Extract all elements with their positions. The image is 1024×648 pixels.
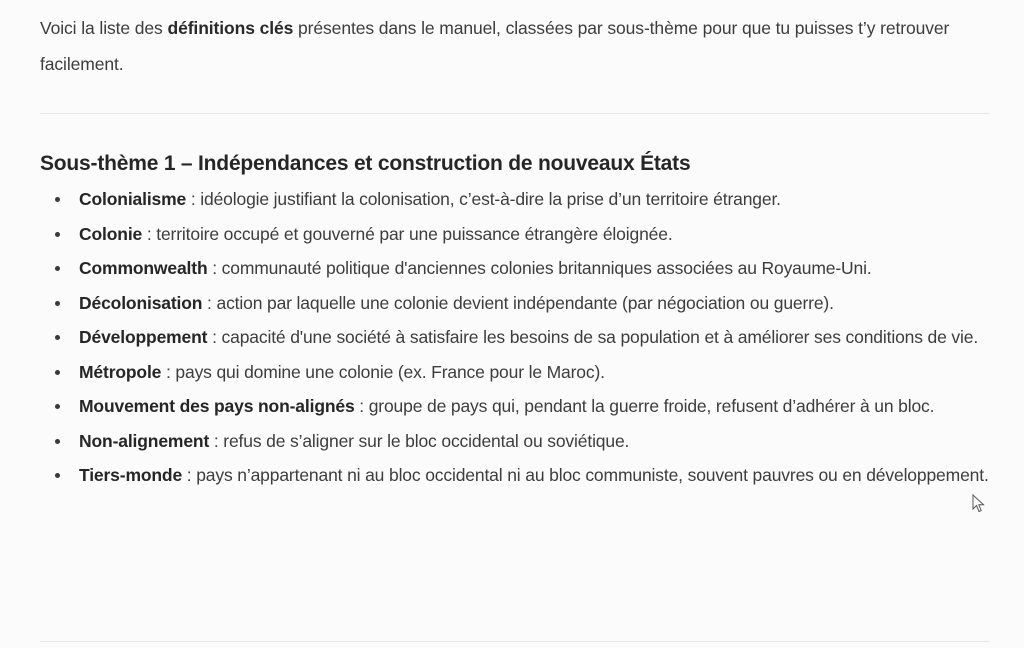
term: Colonialisme (79, 189, 187, 209)
term: Commonwealth (79, 258, 208, 278)
message-content (40, 10, 990, 493)
definition: : pays qui domine une colonie (ex. France pour le Maroc). (161, 361, 605, 382)
list-item (79, 217, 990, 252)
term: Décolonisation (79, 292, 203, 313)
divider-bottom (40, 641, 990, 642)
list-item (79, 320, 990, 355)
definition: : communauté politique d'anciennes colonies britanniques associées au Royaume-Uni. (207, 258, 872, 278)
bullet-icon (55, 404, 60, 409)
definition: : pays n’appartenant ni au bloc occidental ni au bloc communiste, souvent pauvres ou en développement. (182, 465, 989, 485)
term: Mouvement des pays non-alignés (79, 396, 355, 416)
definitions-list (40, 182, 990, 493)
definition: : territoire occupé et gouverné par une puissance étrangère éloignée. (142, 223, 673, 244)
list-item (79, 458, 990, 493)
mouse-pointer-icon (972, 494, 986, 514)
definition: : refus de s’aligner sur le bloc occidental ou soviétique. (209, 430, 630, 451)
list-item (79, 355, 990, 390)
definition: : groupe de pays qui, pendant la guerre froide, refusent d’adhérer à un bloc. (354, 396, 935, 416)
divider (40, 113, 990, 114)
bullet-icon (55, 266, 60, 271)
bullet-icon (55, 335, 60, 340)
definition: : action par laquelle une colonie devient indépendante (par négociation ou guerre). (202, 292, 834, 313)
intro-prefix: Voici la liste des (40, 18, 168, 38)
intro-suffix: présentes dans le manuel, classées par sous-thème pour que tu puisses t’y retrouver facilement. (40, 18, 950, 74)
term: Tiers-monde (79, 465, 183, 485)
intro-bold: définitions clés (167, 18, 294, 38)
list-item (79, 389, 990, 424)
list-item (79, 251, 990, 286)
term: Développement (79, 327, 208, 347)
intro-paragraph (40, 10, 990, 82)
term: Métropole (79, 361, 162, 382)
term: Colonie (79, 223, 143, 244)
bullet-icon (55, 232, 60, 237)
section-heading: Sous-thème 1 – Indépendances et construction de nouveaux États (40, 152, 691, 175)
bullet-icon (55, 370, 60, 375)
bullet-icon (55, 439, 60, 444)
list-item (79, 424, 990, 459)
definition: : capacité d'une société à satisfaire les besoins de sa population et à améliorer ses conditions de vie. (207, 327, 979, 347)
list-item (79, 286, 990, 321)
list-item (79, 182, 990, 217)
bullet-icon (55, 197, 60, 202)
bullet-icon (55, 473, 60, 478)
term: Non-alignement (79, 430, 210, 451)
bullet-icon (55, 301, 60, 306)
definition: : idéologie justifiant la colonisation, c’est-à-dire la prise d’un territoire étranger. (186, 189, 781, 209)
